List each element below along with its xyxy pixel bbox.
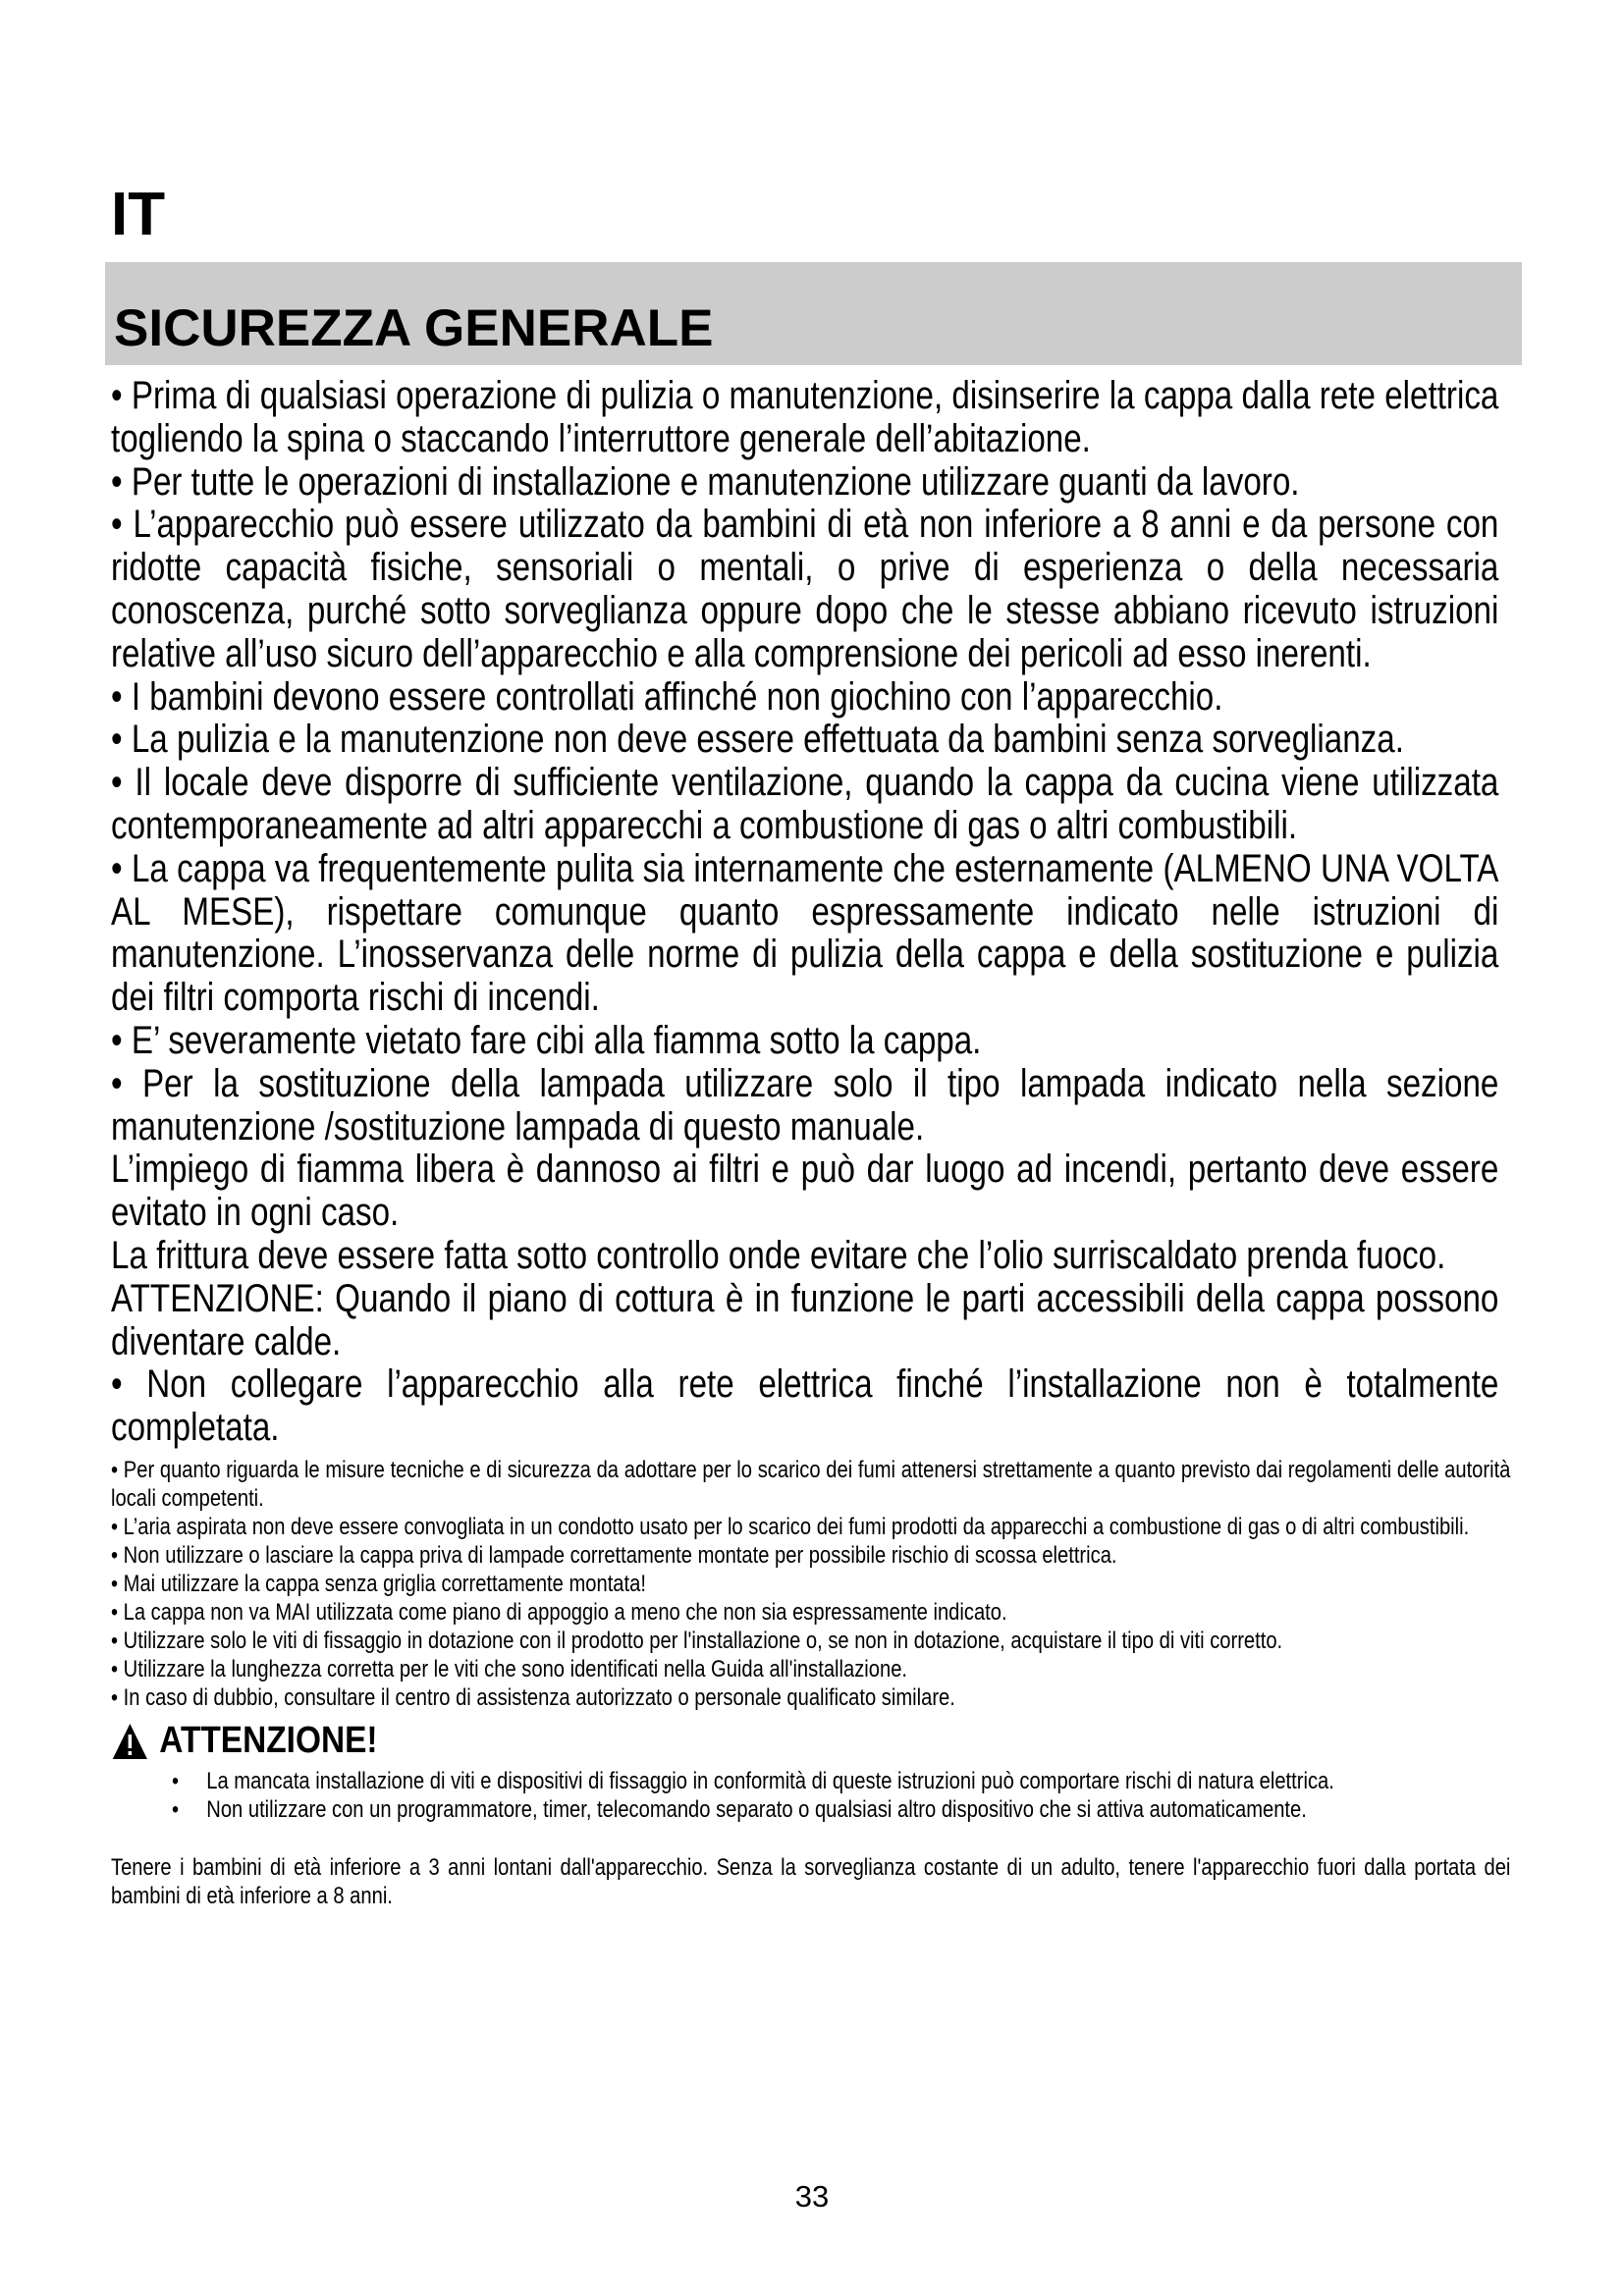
safety-item: • Per la sostituzione della lampada utilizzare solo il tipo lampada indicato nella sezione manutenzione /sostituzione lampada di questo manuale. [111, 1061, 1499, 1148]
secondary-item: • Mai utilizzare la cappa senza griglia correttamente montata! [111, 1570, 646, 1597]
secondary-item: • In caso di dubbio, consultare il centro di assistenza autorizzato o personale qualificato similare. [111, 1683, 955, 1711]
footer-note: Tenere i bambini di età inferiore a 3 anni lontani dall'apparecchio. Senza la sorveglianza costante di un adulto, tenere l'apparecchio fuori dalla portata dei bambini di età inferiore a 8 anni. [111, 1853, 1511, 1909]
attention-item [172, 1767, 1511, 1795]
attention-title: ATTENZIONE! [159, 1720, 378, 1762]
safety-item: • Non collegare l’apparecchio alla rete elettrica finché l’installazione non è totalmente completata. [111, 1362, 1499, 1450]
section-title: SICUREZZA GENERALE [114, 299, 714, 357]
safety-item: ATTENZIONE: Quando il piano di cottura è in funzione le parti accessibili della cappa possono diventare calde. [111, 1276, 1499, 1363]
warning-triangle-icon [111, 1722, 149, 1761]
safety-item: • E’ severamente vietato fare cibi alla fiamma sotto la cappa. [111, 1018, 982, 1062]
safety-item: • La pulizia e la manutenzione non deve essere effettuata da bambini senza sorveglianza. [111, 718, 1404, 762]
page-content [111, 375, 1517, 1910]
safety-item: • Il locale deve disporre di sufficiente ventilazione, quando la cappa da cucina viene utilizzata contemporaneamente ad altri apparecchi a combustione di gas o altri combustibili. [111, 761, 1499, 847]
attention-list [111, 1767, 1517, 1824]
language-code: IT [111, 181, 166, 248]
attention-heading [111, 1719, 1348, 1764]
safety-item: • La cappa va frequentemente pulita sia internamente che esternamente (ALMENO UNA VOLTA AL MESE), rispettare comunque quanto espressamente indicato nelle istruzioni di manutenzione. L’inosservanza delle norme di pulizia della cappa e della sostituzione e pulizia dei filtri comporta rischi di incendi. [111, 846, 1499, 1020]
secondary-item: • La cappa non va MAI utilizzata come piano di appoggio a meno che non sia espressamente indicato. [111, 1598, 1007, 1626]
attention-item-text: Non utilizzare con un programmatore, timer, telecomando separato o qualsiasi altro dispositivo che si attiva automaticamente. [206, 1795, 1307, 1823]
attention-item [172, 1795, 1511, 1824]
secondary-item: • Per quanto riguarda le misure tecniche e di sicurezza da adottare per lo scarico dei fumi attenersi strettamente a quanto previsto dai regolamenti delle autorità locali competenti. [111, 1456, 1511, 1512]
attention-item-text: La mancata installazione di viti e dispositivi di fissaggio in conformità di queste istruzioni può comportare rischi di natura elettrica. [206, 1767, 1334, 1794]
page-number: 33 [794, 2179, 830, 2214]
secondary-item: • L’aria aspirata non deve essere convogliata in un condotto usato per lo scarico dei fumi prodotti da apparecchi a combustione di gas o di altri combustibili. [111, 1513, 1470, 1540]
secondary-item: • Utilizzare solo le viti di fissaggio in dotazione con il prodotto per l'installazione o, se non in dotazione, acquistare il tipo di viti corretto. [111, 1627, 1283, 1654]
bullet: • [172, 1795, 180, 1823]
safety-item: L’impiego di fiamma libera è dannoso ai filtri e può dar luogo ad incendi, pertanto deve essere evitato in ogni caso. [111, 1148, 1499, 1235]
secondary-items-list [111, 1456, 1517, 1712]
safety-item: • Per tutte le operazioni di installazione e manutenzione utilizzare guanti da lavoro. [111, 459, 1300, 504]
safety-item: • L’apparecchio può essere utilizzato da bambini di età non inferiore a 8 anni e da persone con ridotte capacità fisiche, sensoriali o mentali, o prive di esperienza o della necessaria conoscenza, purché sotto sorveglianza oppure dopo che le stesse abbiano ricevuto istruzioni relative all’uso sicuro dell’apparecchio e alla comprensione dei pericoli ad esso inerenti. [111, 503, 1499, 675]
secondary-item: • Utilizzare la lunghezza corretta per le viti che sono identificati nella Guida all'installazione. [111, 1655, 908, 1682]
safety-items-list [111, 375, 1517, 1450]
bullet: • [172, 1767, 180, 1794]
secondary-item: • Non utilizzare o lasciare la cappa priva di lampade correttamente montate per possibile rischio di scossa elettrica. [111, 1541, 1117, 1569]
safety-item: • Prima di qualsiasi operazione di pulizia o manutenzione, disinserire la cappa dalla rete elettrica togliendo la spina o staccando l’interruttore generale dell’abitazione. [111, 374, 1499, 460]
safety-item: La frittura deve essere fatta sotto controllo onde evitare che l’olio surriscaldato prenda fuoco. [111, 1233, 1446, 1277]
safety-item: • I bambini devono essere controllati affinché non giochino con l’apparecchio. [111, 674, 1223, 719]
